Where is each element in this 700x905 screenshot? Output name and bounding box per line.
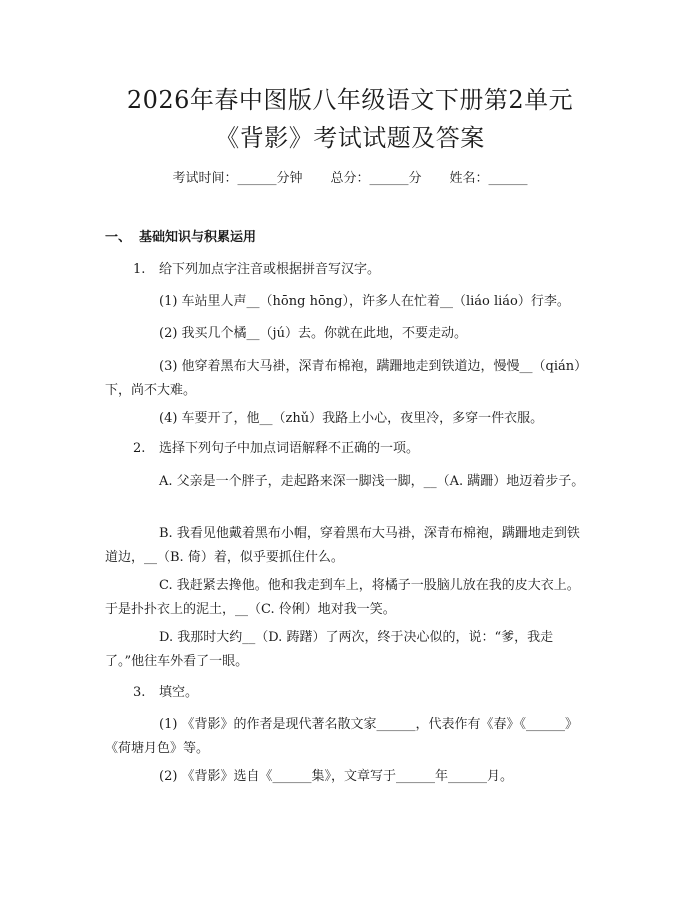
question-3-item-2: (2) 《背影》选自《______集》，文章写于______年______月。 [159,769,514,784]
question-text: 填空。 [159,685,199,700]
question-1-item-2: (2) 我买几个橘__（jú）去。你就在此地，不要走动。 [159,326,467,341]
exam-score-field: 总分：______分 [330,171,422,186]
exam-title-line2: 《背影》考试试题及答案 [215,124,485,152]
question-number: 3. [133,685,146,700]
section-title: 基础知识与积累运用 [139,230,257,245]
question-3 [133,684,198,702]
question-number: 2. [133,441,146,456]
question-2-option-c: C. 我赶紧去搀他。他和我走到车上，将橘子一股脑儿放在我的皮大衣上。于是扑扑衣上的泥土，__（C. 伶俐）地对我一笑。 [105,578,580,617]
exam-time-field: 考试时间：______分钟 [172,171,303,186]
section-number: 一、 [105,230,132,245]
exam-info-row [0,170,700,188]
question-2 [133,440,419,458]
question-text: 给下列加点字注音或根据拼音写汉字。 [159,262,381,277]
question-1-item-1: (1) 车站里人声__（hōng hōng），许多人在忙着__（liáo liáo）行李。 [159,294,570,309]
question-text: 选择下列句子中加点词语解释不正确的一项。 [159,441,420,456]
question-2-option-b: B. 我看见他戴着黑布小帽，穿着黑布大马褂，深青布棉袍，蹒跚地走到铁道边，__（B. 倚）着，似乎要抓住什么。 [105,526,580,565]
question-2-option-d: D. 我那时大约__（D. 踌躇）了两次，终于决心似的，说：“爹，我走了。”他往车外看了一眼。 [105,630,554,669]
question-number: 1. [133,262,146,277]
section-heading [105,229,256,247]
exam-title-line1: 2026年春中图版八年级语文下册第2单元 [126,86,574,114]
question-1 [133,261,380,279]
question-1-item-3: (3) 他穿着黑布大马褂，深青布棉袍，蹒跚地走到铁道边，慢慢__（qián）下，尚不大难。 [105,359,588,398]
question-2-option-a: A. 父亲是一个胖子，走起路来深一脚浅一脚，__（A. 蹒跚）地迈着步子。 [159,474,585,489]
exam-name-field: 姓名：______ [449,171,528,186]
question-1-item-4: (4) 车要开了，他__（zhǔ）我路上小心，夜里冷，多穿一件衣服。 [159,411,544,426]
question-3-item-1: (1) 《背影》的作者是现代著名散文家______，代表作有《春》《______》《荷塘月色》等。 [105,717,579,756]
